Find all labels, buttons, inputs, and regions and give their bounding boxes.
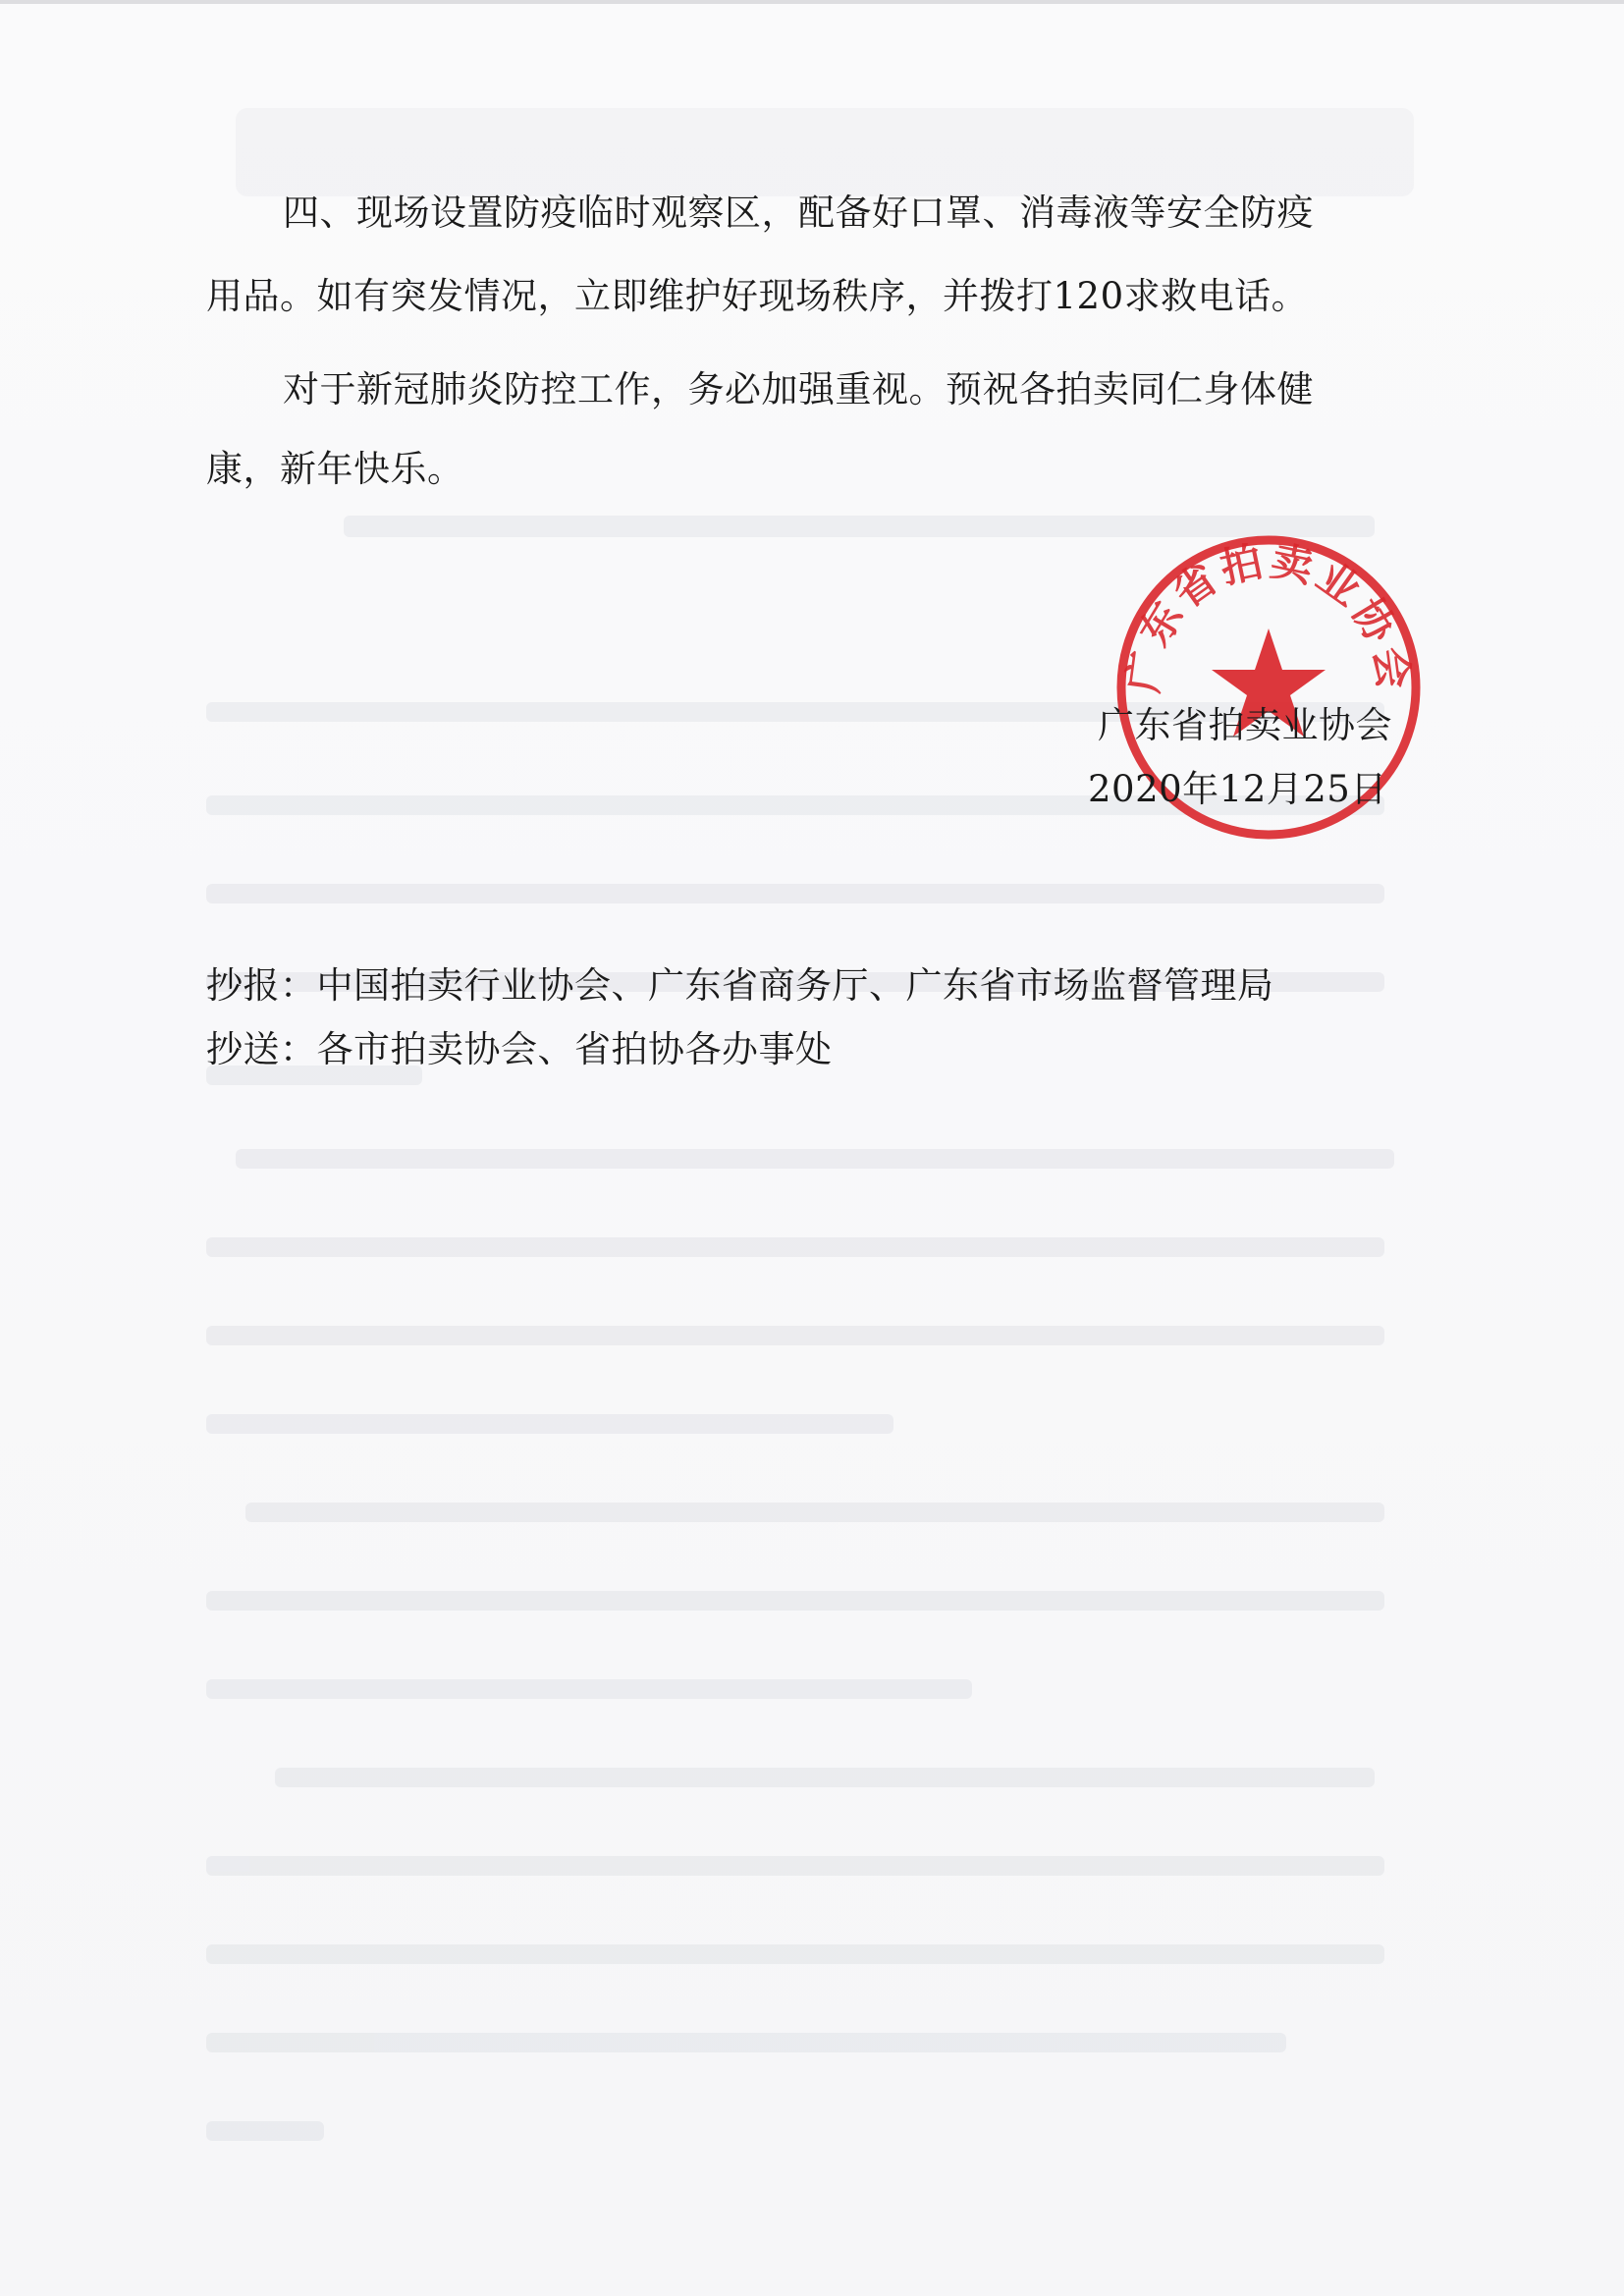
body-paragraph-2-line-2: 康，新年快乐。 [206,448,464,490]
seal-text: 广东省拍卖业协会 [1118,536,1419,696]
signature-date: 2020年12月25日 [1088,768,1387,810]
cc-send-line: 抄送：各市拍卖协会、省拍协各办事处 [206,1028,833,1070]
scan-top-edge [0,0,1624,4]
body-paragraph-1-line-2: 用品。如有突发情况，立即维护好现场秩序，并拨打120求救电话。 [206,275,1309,317]
body-paragraph-2-line-1: 对于新冠肺炎防控工作，务必加强重视。预祝各拍卖同仁身体健 [283,368,1314,410]
cc-report-line: 抄报：中国拍卖行业协会、广东省商务厅、广东省市场监督管理局 [206,964,1274,1007]
signature-organization: 广东省拍卖业协会 [1098,704,1392,746]
body-paragraph-1-line-1: 四、现场设置防疫临时观察区，配备好口罩、消毒液等安全防疫 [283,191,1314,234]
